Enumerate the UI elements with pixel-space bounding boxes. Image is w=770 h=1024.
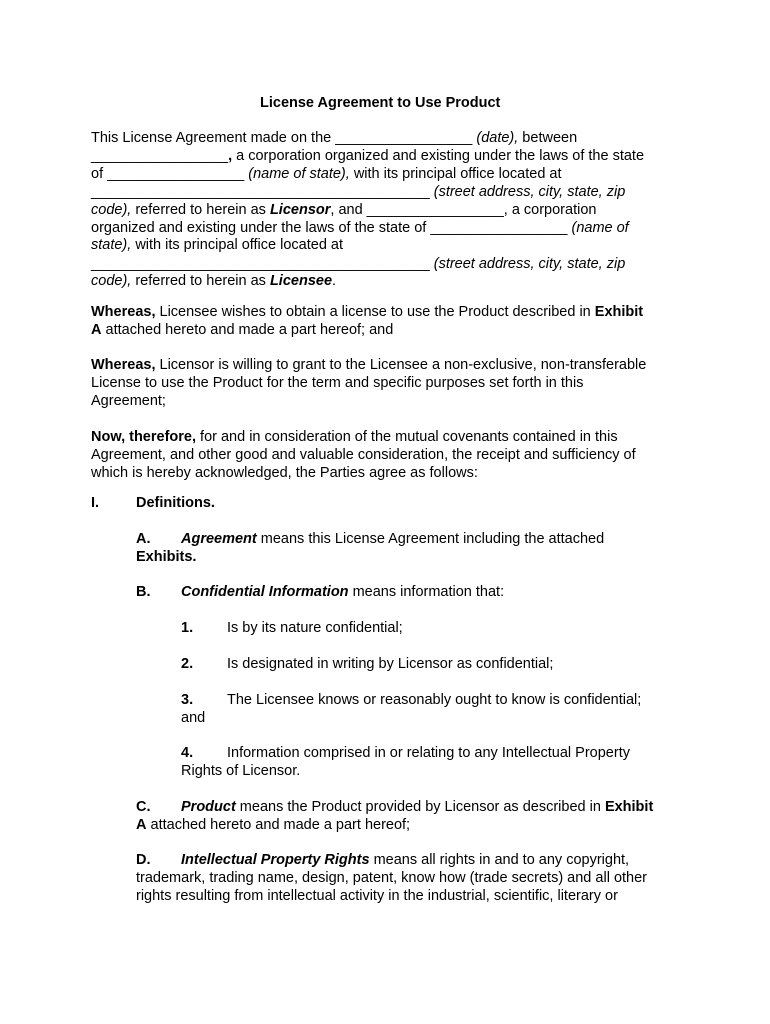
intro-text: organized and existing under the laws of the state of _________________ [91,220,572,236]
definition-text: means the Product provided by Licensor as described in [235,799,605,815]
state-hint: state), [91,237,132,253]
whereas-text: Licensor is willing to grant to the Licensee a non-exclusive, non-transferable [155,357,647,373]
defined-term: Agreement [181,531,257,547]
intro-text: a corporation organized and existing under the laws of the state [232,148,645,164]
sub-1-label: 1. [181,620,194,636]
intro-line-9 [91,272,336,290]
def-b-line-1 [181,583,504,601]
whereas-keyword: Whereas, [91,304,156,320]
def-d-line-1 [181,851,629,869]
def-a-line-2: Exhibits. [136,549,197,565]
exhibit-ref: A [136,817,147,833]
sub-2-text: Is designated in writing by Licensor as confidential; [227,656,554,672]
def-c-line-2 [136,816,410,834]
address-hint: code), [91,273,132,289]
licensor-term: Licensor [269,202,331,218]
address-hint: (street address, city, state, zip [433,256,626,272]
intro-text: with its principal office located at [131,237,343,253]
whereas-text: attached hereto and made a part hereof; and [101,322,394,338]
intro-text: with its principal office located at [349,166,562,182]
whereas-text: Licensee wishes to obtain a license to use the Product described in [155,304,595,320]
def-d-label: D. [136,852,151,868]
defined-term: Confidential Information [181,584,349,600]
def-d-line-2: trademark, trading name, design, patent, know how (trade secrets) and all other [136,870,647,886]
intro-comma: , [228,148,233,164]
exhibit-ref: Exhibit [594,304,644,320]
intro-text: , and _________________, a corporation [330,202,597,218]
whereas-keyword: Whereas, [91,357,156,373]
section-heading: Definitions. [136,495,215,511]
definition-text: means this License Agreement including the attached [256,531,605,547]
intro-line-6 [91,219,629,237]
sub-1-text: Is by its nature confidential; [227,620,403,636]
section-number: I. [91,495,100,511]
intro-line-7 [91,236,343,254]
exhibit-ref: A [91,322,102,338]
defined-term: Product [181,799,236,815]
def-a-label: A. [136,531,151,547]
intro-line-5 [91,201,596,219]
definition-text: attached hereto and made a part hereof; [146,817,411,833]
intro-text: of _________________ [91,166,249,182]
intro-line-1 [91,129,577,147]
state-hint: (name of state), [248,166,350,182]
now-therefore-keyword: Now, therefore, [91,429,197,445]
def-b-label: B. [136,584,151,600]
intro-text: . [332,273,337,289]
now-line-1 [91,428,618,446]
blank-field: __________________________________________ [91,184,434,200]
def-d-line-3: rights resulting from intellectual activity in the industrial, scientific, literary or [136,888,618,904]
definition-text: means all rights in and to any copyright, [369,852,630,868]
blank-field: __________________________________________ [91,256,434,272]
intro-line-4 [91,183,625,201]
intro-text: between [518,130,578,146]
sub-4-label: 4. [181,745,194,761]
licensee-term: Licensee [269,273,333,289]
def-c-line-1 [181,798,653,816]
address-hint: code), [91,202,132,218]
date-hint: (date), [476,130,519,146]
def-c-label: C. [136,799,151,815]
whereas2-line-2: License to use the Product for the term and specific purposes set forth in this [91,375,584,391]
definition-text: means information that: [348,584,505,600]
whereas2-line-3: Agreement; [91,393,166,409]
defined-term: Intellectual Property Rights [181,852,370,868]
whereas1-line-2 [91,321,393,339]
intro-text: referred to herein as [131,202,270,218]
now-line-2: Agreement, and other good and valuable consideration, the receipt and sufficiency of [91,447,636,463]
def-a-line-1 [181,530,604,548]
sub-2-label: 2. [181,656,194,672]
sub-3-label: 3. [181,692,194,708]
sub-4-text: Information comprised in or relating to any Intellectual Property [227,745,630,761]
now-line-3: which is hereby acknowledged, the Parties agree as follows: [91,465,478,481]
sub-3-line-2: and [181,710,206,726]
whereas1-line-1 [91,303,643,321]
sub-3-text: The Licensee knows or reasonably ought to know is confidential; [227,692,642,708]
exhibit-ref: Exhibit [604,799,654,815]
address-hint: (street address, city, state, zip [433,184,626,200]
sub-4-line-2: Rights of Licensor. [181,763,301,779]
intro-text: This License Agreement made on the _________________ [91,130,477,146]
intro-line-8 [91,255,625,273]
intro-text: referred to herein as [131,273,270,289]
intro-line-3 [91,165,562,183]
now-text: for and in consideration of the mutual covenants contained in this [196,429,618,445]
state-hint: (name of [571,220,629,236]
blank-field: _________________ [91,148,229,164]
document-title: License Agreement to Use Product [260,95,501,111]
whereas2-line-1 [91,356,646,374]
intro-line-2 [91,147,644,165]
